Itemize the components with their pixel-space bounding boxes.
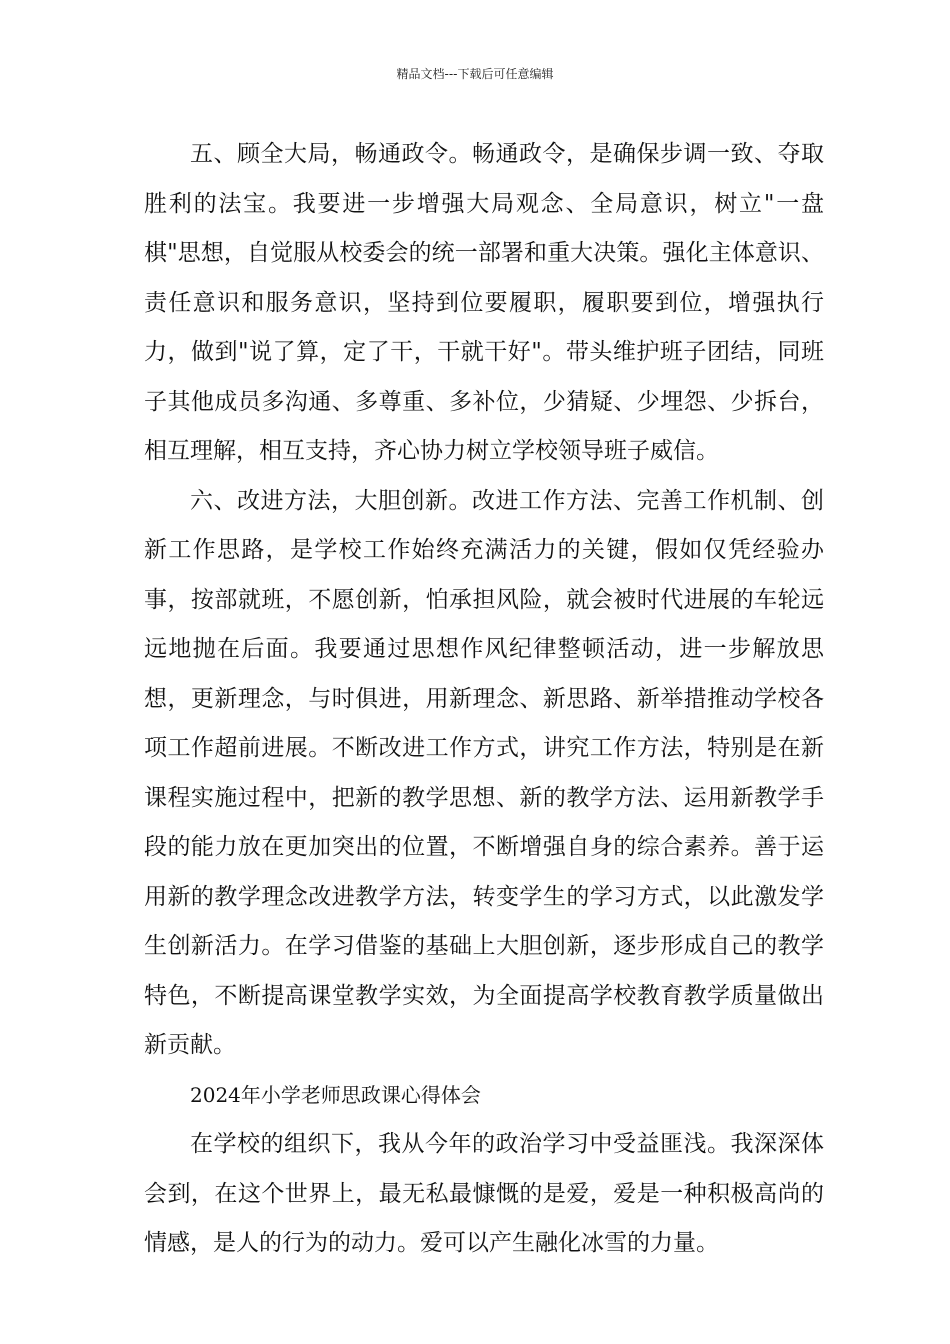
section-title: 2024年小学老师思政课心得体会 [190,1082,481,1107]
paragraph-six-innovation: 六、改进方法，大胆创新。改进工作方法、完善工作机制、创新工作思路，是学校工作始终充满活力的关键，假如仅凭经验办事，按部就班，不愿创新，怕承担风险，就会被时代进展的车轮远远地抛在后面。我要通过思想作风纪律整顿活动，进一步解放思想，更新理念，与时俱进，用新理念、新思路、新举措推动学校各项工作超前进展。不断改进工作方式，讲究工作方法，特别是在新课程实施过程中，把新的教学思想、新的教学方法、运用新教学手段的能力放在更加突出的位置，不断增强自身的综合素养。善于运用新的教学理念改进教学方法，转变学生的学习方式，以此激发学生创新活力。在学习借鉴的基础上大胆创新，逐步形成自己的教学特色，不断提高课堂教学实效，为全面提高学校教育教学质量做出新贡献。 [144,487,824,1058]
paragraph-reflection: 在学校的组织下，我从今年的政治学习中受益匪浅。我深深体会到，在这个世界上，最无私最慷慨的是爱，爱是一种积极高尚的情感，是人的行为的动力。爱可以产生融化冰雪的力量。 [144,1131,824,1256]
document-body [144,130,824,1269]
paragraph-five-overall-situation: 五、顾全大局，畅通政令。畅通政令，是确保步调一致、夺取胜利的法宝。我要进一步增强大局观念、全局意识，树立"一盘棋"思想，自觉服从校委会的统一部署和重大决策。强化主体意识、责任意识和服务意识，坚持到位要履职，履职要到位，增强执行力，做到"说了算，定了干，干就干好"。带头维护班子团结，同班子其他成员多沟通、多尊重、多补位，少猜疑、少埋怨、少拆台，相互理解，相互支持，齐心协力树立学校领导班子威信。 [144,141,824,464]
page-header: 精品文档---下载后可任意编辑 [396,67,554,81]
